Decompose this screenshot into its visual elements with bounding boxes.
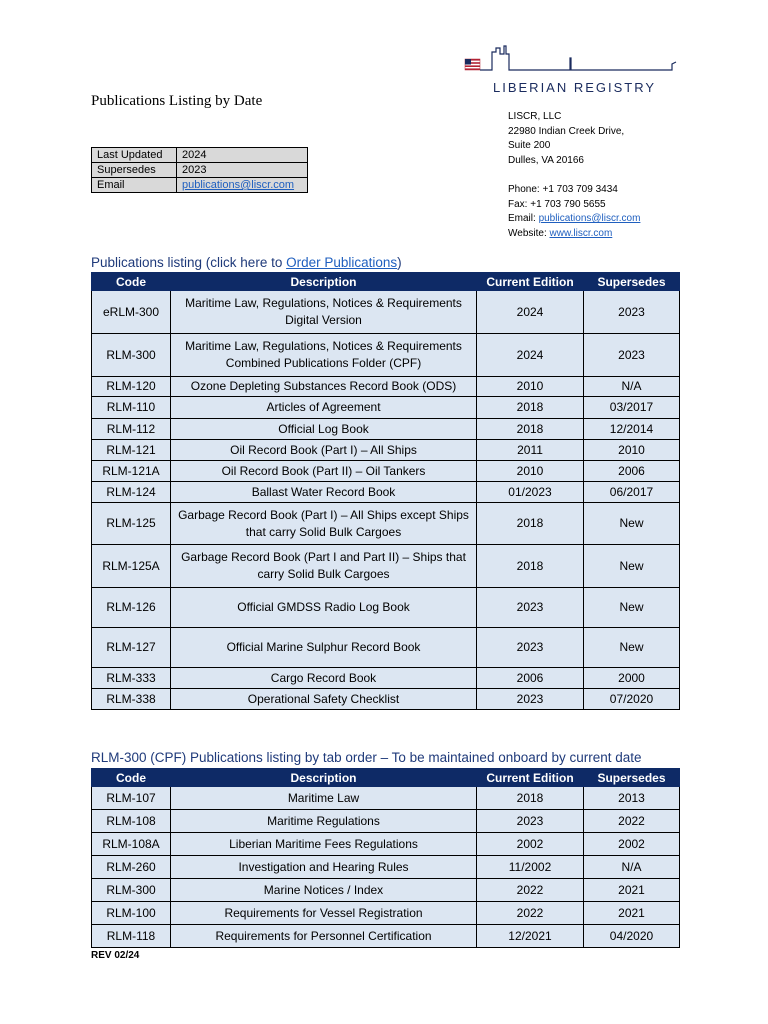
revision-info-table (91, 147, 308, 193)
cpf-publications-table (91, 768, 680, 948)
cell-supersedes: 2002 (584, 833, 680, 856)
cell-current-edition: 2023 (477, 588, 584, 628)
cell-description: Liberian Maritime Fees Regulations (171, 833, 477, 856)
table-row (92, 545, 680, 588)
cell-description: Official Log Book (171, 419, 477, 440)
table-row (92, 810, 680, 833)
cell-current-edition: 2018 (477, 419, 584, 440)
cell-supersedes: 2010 (584, 440, 680, 461)
cell-supersedes: New (584, 628, 680, 668)
cell-code: RLM-120 (92, 377, 171, 397)
column-header-supersedes: Supersedes (584, 273, 680, 291)
cell-description: Maritime Regulations (171, 810, 477, 833)
cell-code: RLM-121 (92, 440, 171, 461)
address-line: LISCR, LLC (508, 111, 562, 122)
cell-current-edition: 2018 (477, 397, 584, 419)
table-row (92, 833, 680, 856)
cell-description: Cargo Record Book (171, 668, 477, 689)
cell-supersedes: 03/2017 (584, 397, 680, 419)
contact-block (508, 110, 640, 241)
cell-code: RLM-110 (92, 397, 171, 419)
cell-current-edition: 2022 (477, 879, 584, 902)
cell-current-edition: 2024 (477, 291, 584, 334)
table-row (92, 440, 680, 461)
column-header-description: Description (171, 273, 477, 291)
cell-code: RLM-108 (92, 810, 171, 833)
cell-code: RLM-260 (92, 856, 171, 879)
revision-footer: REV 02/24 (91, 950, 140, 961)
cell-description: Garbage Record Book (Part I and Part II) – Ships that carry Solid Bulk Cargoes (171, 545, 477, 588)
table-row (92, 628, 680, 668)
table-row (92, 689, 680, 710)
cell-code: RLM-300 (92, 879, 171, 902)
cell-supersedes: N/A (584, 377, 680, 397)
cell-current-edition: 2018 (477, 545, 584, 588)
table-row (92, 668, 680, 689)
cell-current-edition: 2018 (477, 787, 584, 810)
cell-current-edition: 11/2002 (477, 856, 584, 879)
cell-description: Ozone Depleting Substances Record Book (ODS) (171, 377, 477, 397)
cell-code: RLM-125A (92, 545, 171, 588)
cell-code: RLM-121A (92, 461, 171, 482)
supersedes-value: 2023 (177, 163, 308, 178)
cell-supersedes: N/A (584, 856, 680, 879)
cell-current-edition: 2018 (477, 503, 584, 545)
cell-code: RLM-108A (92, 833, 171, 856)
cell-description: Marine Notices / Index (171, 879, 477, 902)
cell-supersedes: 2000 (584, 668, 680, 689)
address-line: Suite 200 (508, 140, 551, 152)
table-row (92, 925, 680, 948)
column-header-current-edition: Current Edition (477, 769, 584, 787)
publications-heading: Publications listing (click here to Order Publications) (91, 255, 402, 270)
cell-code: RLM-118 (92, 925, 171, 948)
table-row (92, 397, 680, 419)
cell-description: Maritime Law (171, 787, 477, 810)
cell-current-edition: 2022 (477, 902, 584, 925)
flag-icon (465, 59, 480, 70)
table-row (92, 377, 680, 397)
table-row (92, 334, 680, 377)
cell-description: Investigation and Hearing Rules (171, 856, 477, 879)
cell-description: Official GMDSS Radio Log Book (171, 588, 477, 628)
cell-supersedes: 06/2017 (584, 482, 680, 503)
cell-code: RLM-126 (92, 588, 171, 628)
table-row (92, 787, 680, 810)
table-row (92, 482, 680, 503)
address-line: 22980 Indian Creek Drive, (508, 125, 625, 137)
cell-current-edition: 2002 (477, 833, 584, 856)
cell-code: RLM-100 (92, 902, 171, 925)
cell-code: RLM-338 (92, 689, 171, 710)
cell-description: Articles of Agreement (171, 397, 477, 419)
cell-code: RLM-127 (92, 628, 171, 668)
table-row (92, 178, 308, 193)
table-header-row (92, 273, 680, 291)
cell-supersedes: 07/2020 (584, 689, 680, 710)
table-row (92, 588, 680, 628)
cell-description: Requirements for Vessel Registration (171, 902, 477, 925)
last-updated-label: Last Updated (92, 148, 177, 163)
email-link[interactable]: publications@liscr.com (538, 213, 641, 225)
skyline-outline (480, 46, 676, 70)
cell-supersedes: 12/2014 (584, 419, 680, 440)
cell-description: Operational Safety Checklist (171, 689, 477, 710)
cell-description: Maritime Law, Regulations, Notices & Requirements Digital Version (171, 291, 477, 334)
cell-supersedes: 2021 (584, 902, 680, 925)
table-row (92, 856, 680, 879)
email-label: Email (92, 178, 177, 193)
phone-line: Phone: +1 703 709 3434 (508, 183, 618, 195)
cell-supersedes: 2013 (584, 787, 680, 810)
email-line: Email: publications@liscr.com (508, 213, 641, 225)
cell-supersedes: New (584, 545, 680, 588)
column-header-description: Description (171, 769, 477, 787)
cell-current-edition: 12/2021 (477, 925, 584, 948)
table-row (92, 879, 680, 902)
table-row (92, 902, 680, 925)
website-line: Website: www.liscr.com (508, 227, 613, 239)
cell-code: RLM-112 (92, 419, 171, 440)
cell-current-edition: 2011 (477, 440, 584, 461)
cell-description: Oil Record Book (Part I) – All Ships (171, 440, 477, 461)
cell-code: RLM-107 (92, 787, 171, 810)
cell-current-edition: 2006 (477, 668, 584, 689)
cell-supersedes: 2006 (584, 461, 680, 482)
cell-supersedes: 2021 (584, 879, 680, 902)
cell-supersedes: New (584, 503, 680, 545)
cell-supersedes: 2022 (584, 810, 680, 833)
cpf-heading: RLM-300 (CPF) Publications listing by tab order – To be maintained onboard by current date (91, 750, 642, 765)
cell-current-edition: 2023 (477, 689, 584, 710)
fax-line: Fax: +1 703 790 5655 (508, 198, 606, 210)
supersedes-label: Supersedes (92, 163, 177, 178)
cell-supersedes: New (584, 588, 680, 628)
cell-code: RLM-300 (92, 334, 171, 377)
column-header-code: Code (92, 273, 171, 291)
cell-supersedes: 2023 (584, 291, 680, 334)
cell-current-edition: 2023 (477, 810, 584, 833)
table-row (92, 291, 680, 334)
website-link[interactable]: www.liscr.com (549, 227, 613, 239)
table-row (92, 163, 308, 178)
table-row (92, 419, 680, 440)
cell-description: Requirements for Personnel Certification (171, 925, 477, 948)
cell-code: RLM-333 (92, 668, 171, 689)
order-publications-link[interactable]: Order Publications (286, 255, 398, 270)
cell-description: Garbage Record Book (Part I) – All Ships except Ships that carry Solid Bulk Cargoes (171, 503, 477, 545)
cell-supersedes: 04/2020 (584, 925, 680, 948)
liberian-registry-logo (462, 44, 677, 104)
cell-supersedes: 2023 (584, 334, 680, 377)
page-title: Publications Listing by Date (91, 93, 263, 109)
cell-current-edition: 01/2023 (477, 482, 584, 503)
table-row (92, 148, 308, 163)
cell-description: Maritime Law, Regulations, Notices & Requirements Combined Publications Folder (CPF) (171, 334, 477, 377)
cell-current-edition: 2023 (477, 628, 584, 668)
address-line: Dulles, VA 20166 (508, 154, 584, 166)
cell-current-edition: 2024 (477, 334, 584, 377)
cell-code: RLM-124 (92, 482, 171, 503)
table-row (92, 461, 680, 482)
cell-description: Official Marine Sulphur Record Book (171, 628, 477, 668)
column-header-code: Code (92, 769, 171, 787)
logo-wordmark: LIBERIAN REGISTRY (493, 80, 657, 95)
column-header-supersedes: Supersedes (584, 769, 680, 787)
cell-code: eRLM-300 (92, 291, 171, 334)
publications-table (91, 272, 680, 710)
cell-code: RLM-125 (92, 503, 171, 545)
email-link[interactable]: publications@liscr.com (182, 179, 295, 191)
cell-description: Oil Record Book (Part II) – Oil Tankers (171, 461, 477, 482)
table-row (92, 503, 680, 545)
cell-current-edition: 2010 (477, 461, 584, 482)
cell-description: Ballast Water Record Book (171, 482, 477, 503)
last-updated-value: 2024 (177, 148, 308, 163)
table-header-row (92, 769, 680, 787)
cell-current-edition: 2010 (477, 377, 584, 397)
column-header-current-edition: Current Edition (477, 273, 584, 291)
